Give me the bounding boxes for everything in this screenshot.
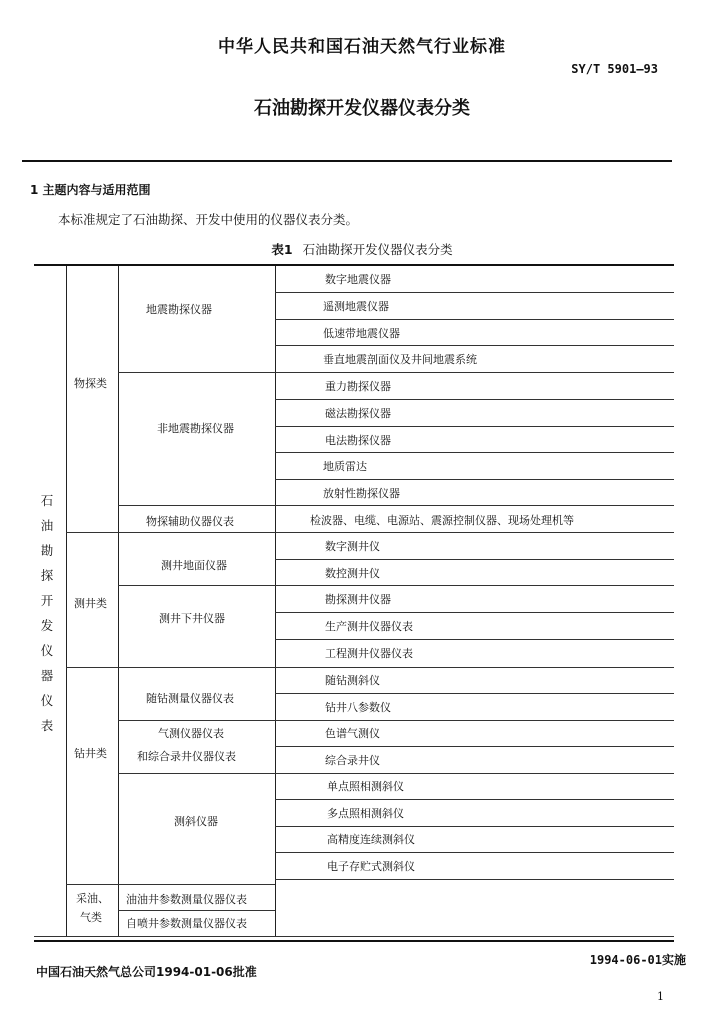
item-divider (275, 799, 674, 800)
page-number: 1 (657, 990, 664, 1003)
sub-divider (118, 884, 275, 885)
sub-suizuan: 随钻测量仪器仪表 (146, 692, 234, 705)
category-zuanjing: 钻井类 (74, 747, 107, 760)
item-divider (275, 319, 674, 320)
item-divider (275, 746, 674, 747)
page-bottom-rule (34, 940, 674, 942)
item-divider (275, 479, 674, 480)
sub-dizhen: 地震勘探仪器 (146, 303, 212, 316)
sub-cejing-dimian: 测井地面仪器 (161, 559, 227, 572)
sub-divider (118, 372, 275, 373)
item-divider (275, 879, 674, 880)
table-bottom-rule (34, 936, 674, 937)
item-row: 多点照相测斜仪 (327, 807, 404, 820)
cat-divider (66, 667, 118, 668)
item-divider (275, 532, 674, 533)
item-divider (275, 639, 674, 640)
sub-divider (118, 720, 275, 721)
item-divider (275, 826, 674, 827)
implementation-date: 1994-06-01实施 (589, 953, 686, 967)
item-row: 数字测井仪 (325, 540, 380, 553)
root-category-label: 石 油 勘 探 开 发 仪 器 仪 表 (40, 493, 54, 733)
item-divider (275, 585, 674, 586)
cat-divider (66, 532, 118, 533)
item-row: 数字地震仪器 (325, 273, 391, 286)
standard-category-heading: 中华人民共和国石油天然气行业标准 (218, 37, 506, 57)
col-line-1 (66, 266, 67, 936)
category-caiyou-line1: 采油、 (76, 892, 109, 905)
item-divider (275, 773, 674, 774)
item-row: 工程测井仪器仪表 (325, 647, 413, 660)
category-wutan: 物探类 (74, 377, 107, 390)
item-row: 放射性勘探仪器 (323, 487, 400, 500)
sub-divider (118, 910, 275, 911)
item-row: 色谱气测仪 (325, 727, 380, 740)
item-row: 勘探测井仪器 (325, 593, 391, 606)
sub-qice-line1: 气测仪器仪表 (158, 727, 224, 740)
sub-feidizhen: 非地震勘探仪器 (157, 422, 234, 435)
standard-code: SY/T 5901—93 (571, 62, 658, 76)
section-heading: 1 主题内容与适用范围 (30, 183, 151, 197)
table-caption-text: 石油勘探开发仪器仪表分类 (302, 242, 453, 257)
item-divider (275, 612, 674, 613)
section-paragraph: 本标准规定了石油勘探、开发中使用的仪器仪表分类。 (58, 212, 359, 227)
item-row: 磁法勘探仪器 (325, 407, 391, 420)
sub-divider (118, 667, 275, 668)
item-row: 垂直地震剖面仪及井间地震系统 (323, 353, 477, 366)
sub-cejing-xiajing: 测井下井仪器 (159, 612, 225, 625)
sub-cexie: 测斜仪器 (174, 815, 218, 828)
col-line-3 (275, 266, 276, 936)
sub-divider (118, 585, 275, 586)
item-row: 生产测井仪器仪表 (325, 620, 413, 633)
item-row: 地质雷达 (323, 460, 367, 473)
sub-caiyou: 油油井参数测量仪器仪表 (126, 893, 247, 906)
item-row: 钻井八参数仪 (325, 701, 391, 714)
sub-divider (118, 532, 275, 533)
category-caiyou-line2: 气类 (80, 911, 102, 924)
item-divider (275, 345, 674, 346)
item-row: 重力勘探仪器 (325, 380, 391, 393)
header-divider (22, 160, 672, 162)
item-row: 随钻测斜仪 (325, 674, 380, 687)
document-title: 石油勘探开发仪器仪表分类 (254, 98, 470, 119)
item-row: 单点照相测斜仪 (327, 780, 404, 793)
category-cejing: 测井类 (74, 597, 107, 610)
item-row: 检波器、电缆、电源站、震源控制仪器、现场处理机等 (310, 514, 574, 527)
approval-note: 中国石油天然气总公司1994-01-06批准 (36, 965, 257, 979)
item-row: 数控测井仪 (325, 567, 380, 580)
sub-wutan-fuzhu: 物探辅助仪器仪表 (146, 515, 234, 528)
table-caption (0, 240, 724, 258)
col-line-2 (118, 266, 119, 936)
item-divider (275, 852, 674, 853)
item-divider (275, 505, 674, 506)
sub-qice-line2: 和综合录井仪器仪表 (137, 750, 236, 763)
item-divider (275, 399, 674, 400)
item-row: 高精度连续测斜仪 (327, 833, 415, 846)
item-row: 低速带地震仪器 (323, 327, 400, 340)
sub-zipen: 自喷井参数测量仪器仪表 (126, 917, 247, 930)
item-divider (275, 720, 674, 721)
table-top-rule (34, 264, 674, 266)
item-divider (275, 693, 674, 694)
sub-divider (118, 505, 275, 506)
item-divider (275, 426, 674, 427)
table-caption-number: 表1 (271, 242, 293, 257)
item-row: 综合录井仪 (325, 754, 380, 767)
item-row: 遥测地震仪器 (323, 300, 389, 313)
cat-divider (66, 884, 118, 885)
item-divider (275, 667, 674, 668)
item-divider (275, 452, 674, 453)
item-row: 电法勘探仪器 (325, 434, 391, 447)
item-divider (275, 292, 674, 293)
item-row: 电子存贮式测斜仪 (327, 860, 415, 873)
sub-divider (118, 773, 275, 774)
item-divider (275, 372, 674, 373)
item-divider (275, 559, 674, 560)
